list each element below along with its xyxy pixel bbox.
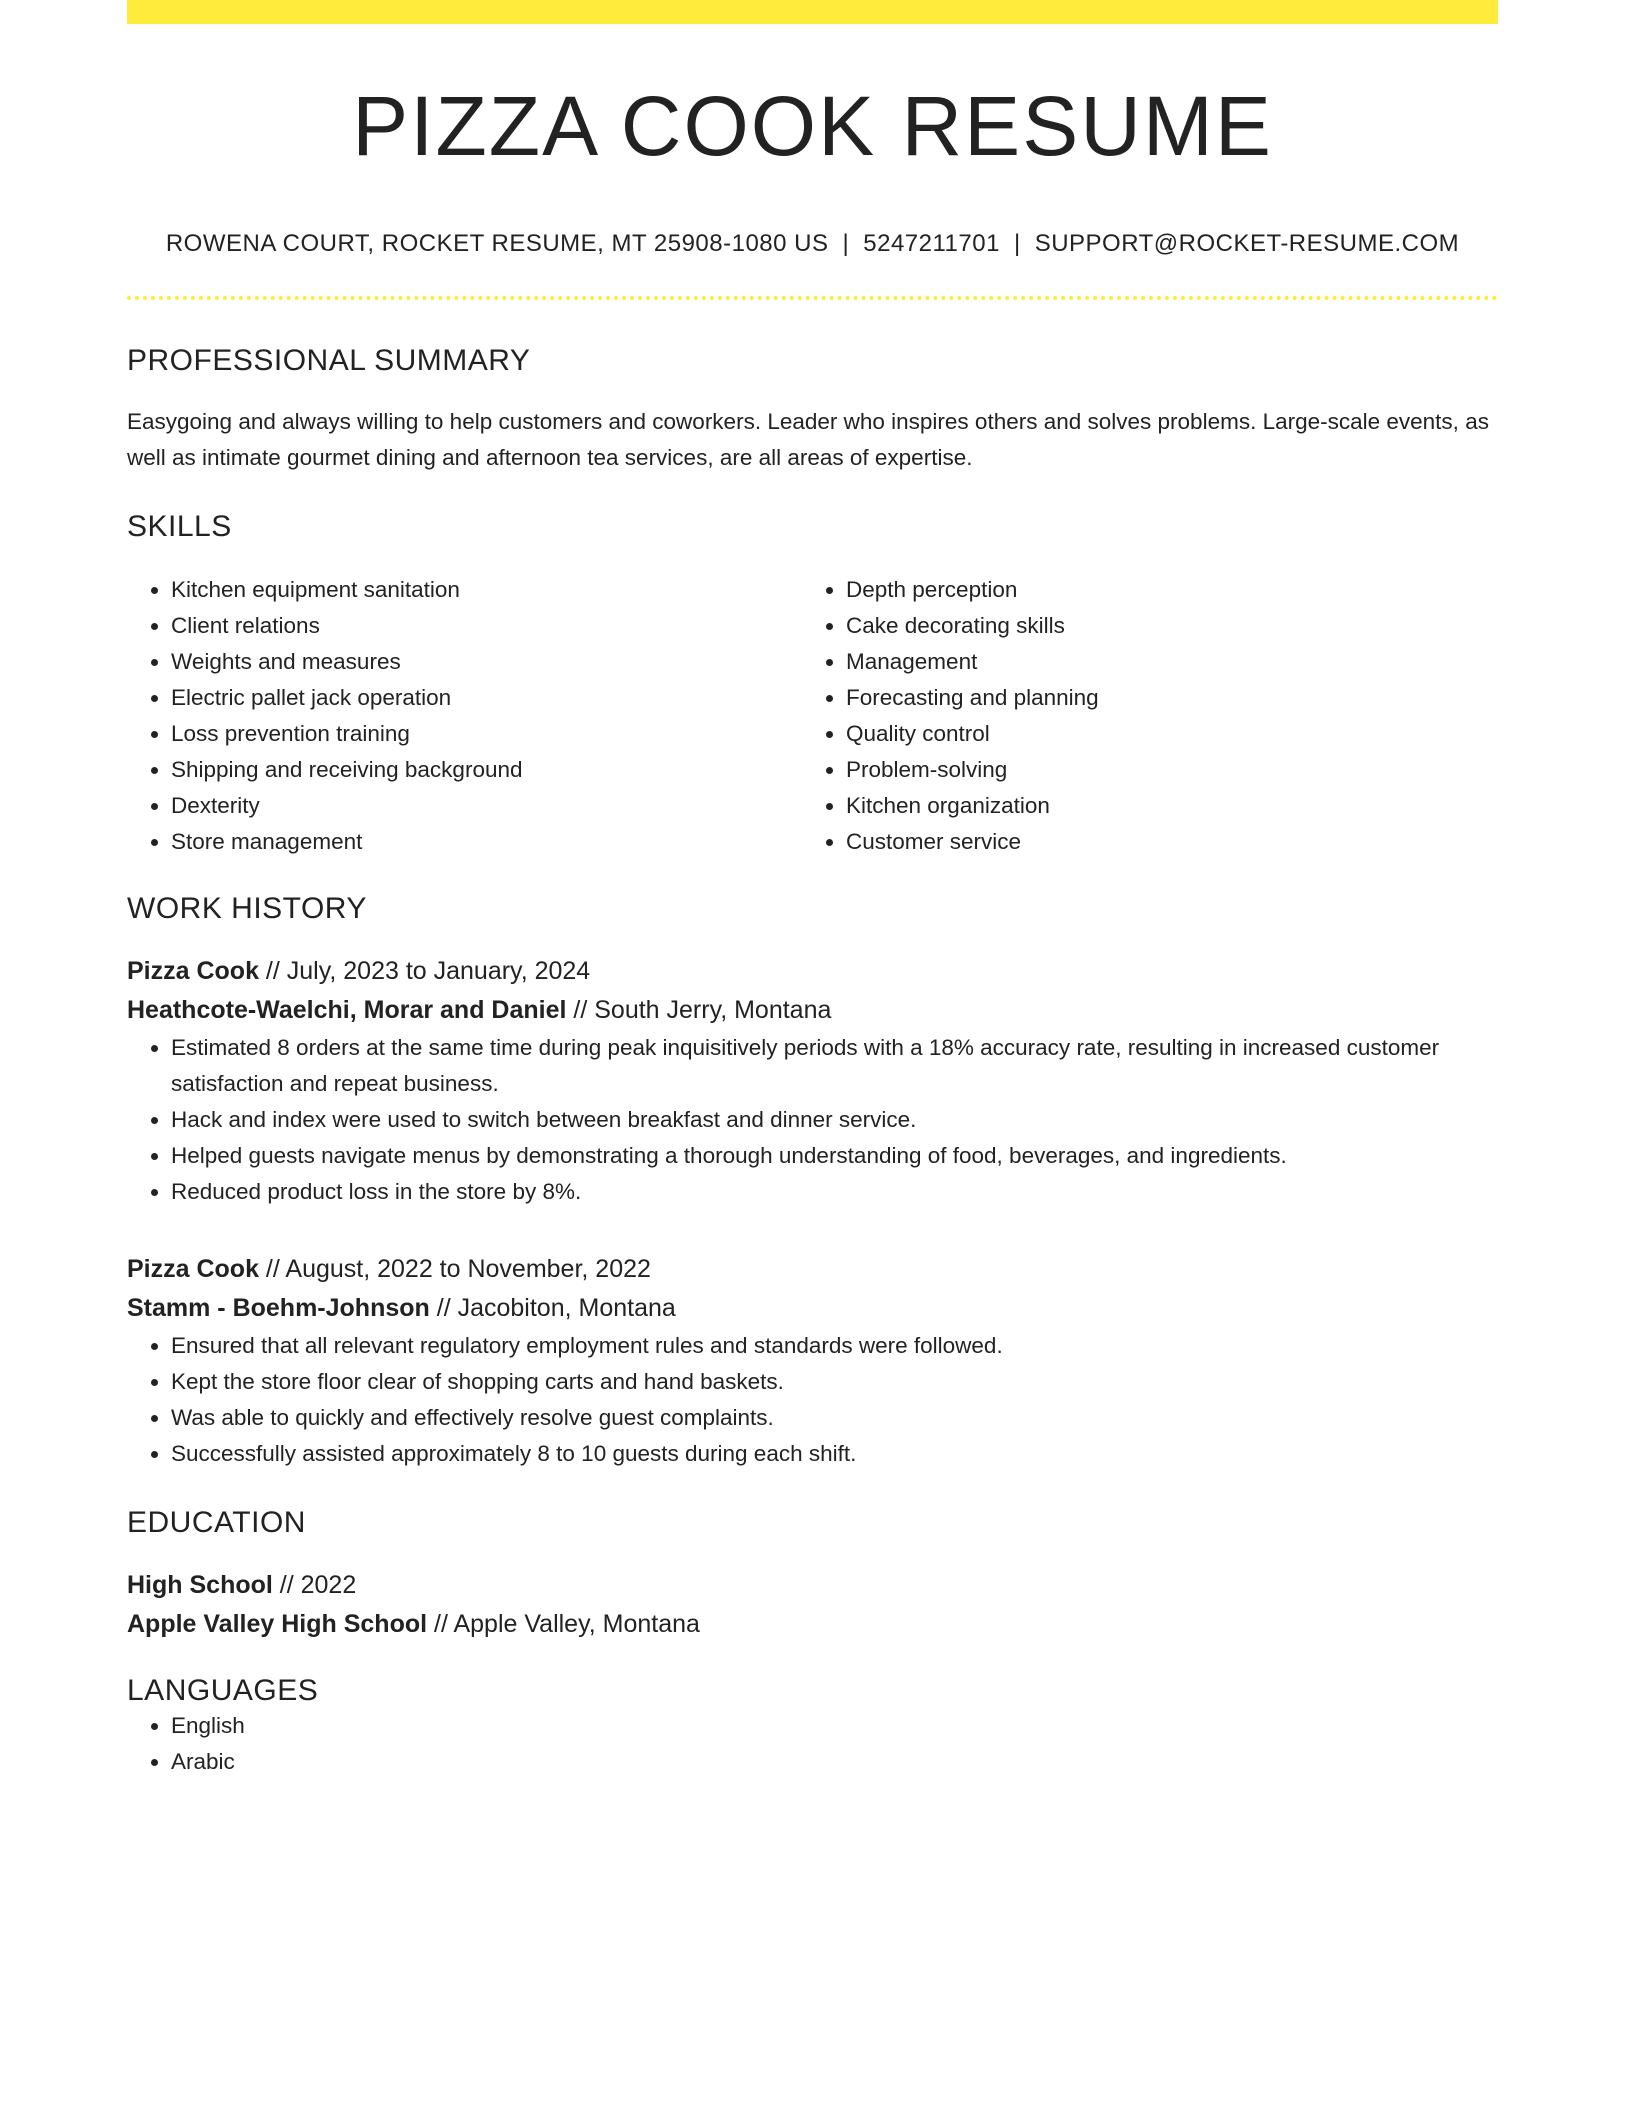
contact-line	[127, 230, 1498, 258]
job-entry	[127, 952, 1498, 1210]
skill-item: • Depth perception	[846, 572, 1477, 608]
skill-item: • Kitchen organization	[846, 788, 1477, 824]
job-duty: • Ensured that all relevant regulatory employment rules and standards were followed.	[171, 1328, 1498, 1364]
job-duty: • Was able to quickly and effectively resolve guest complaints.	[171, 1400, 1498, 1436]
skill-item: • Problem-solving	[846, 752, 1477, 788]
skill-item: • Cake decorating skills	[846, 608, 1477, 644]
job-duties	[127, 1328, 1498, 1472]
job-title: Pizza Cook	[127, 957, 259, 986]
skill-item: • Kitchen equipment sanitation	[171, 572, 802, 608]
job-title-line	[127, 952, 1498, 991]
skill-item: • Loss prevention training	[171, 716, 802, 752]
skill-item: • Client relations	[171, 608, 802, 644]
skill-item: • Weights and measures	[171, 644, 802, 680]
contact-separator: |	[842, 230, 850, 258]
contact-separator: |	[1013, 230, 1021, 258]
work-history-heading: WORK HISTORY	[127, 892, 367, 926]
job-dates: // July, 2023 to January, 2024	[258, 957, 591, 986]
skill-item: • Quality control	[846, 716, 1477, 752]
job-location: // South Jerry, Montana	[566, 996, 832, 1025]
education-degree: High School	[127, 1571, 273, 1600]
skills-list-left	[127, 572, 802, 860]
skill-item: • Dexterity	[171, 788, 802, 824]
summary-heading: PROFESSIONAL SUMMARY	[127, 344, 531, 378]
job-location: // Jacobiton, Montana	[429, 1294, 676, 1323]
job-duty: • Kept the store floor clear of shopping carts and hand baskets.	[171, 1364, 1498, 1400]
skill-item: • Forecasting and planning	[846, 680, 1477, 716]
skills-list-right	[802, 572, 1477, 860]
dotted-divider	[127, 296, 1498, 300]
education-entry	[127, 1566, 1498, 1644]
job-company: Heathcote-Waelchi, Morar and Daniel	[127, 996, 567, 1025]
education-year: // 2022	[272, 1571, 357, 1600]
job-title: Pizza Cook	[127, 1255, 259, 1284]
resume-page	[127, 0, 1498, 1780]
job-title-line	[127, 1250, 1498, 1289]
education-school: Apple Valley High School	[127, 1610, 428, 1639]
skills-heading: SKILLS	[127, 510, 232, 544]
contact-phone: 5247211701	[863, 230, 1000, 258]
education-degree-line	[127, 1566, 1498, 1605]
skill-item: • Store management	[171, 824, 802, 860]
languages-list	[127, 1708, 1498, 1780]
skill-item: • Electric pallet jack operation	[171, 680, 802, 716]
skill-item: • Customer service	[846, 824, 1477, 860]
job-duty: • Successfully assisted approximately 8 to 10 guests during each shift.	[171, 1436, 1498, 1472]
job-company: Stamm - Boehm-Johnson	[127, 1294, 430, 1323]
skill-item: • Shipping and receiving background	[171, 752, 802, 788]
job-duty: • Helped guests navigate menus by demonstrating a thorough understanding of food, beverages, and ingredients.	[171, 1138, 1498, 1174]
job-duties	[127, 1030, 1498, 1210]
job-company-line	[127, 1289, 1498, 1328]
job-entry	[127, 1250, 1498, 1472]
language-item: • Arabic	[171, 1744, 1498, 1780]
languages-heading: LANGUAGES	[127, 1674, 319, 1708]
accent-top-bar	[127, 0, 1498, 24]
resume-title: PIZZA COOK RESUME	[352, 79, 1273, 173]
job-company-line	[127, 991, 1498, 1030]
contact-address: ROWENA COURT, ROCKET RESUME, MT 25908-1080 US	[165, 230, 829, 258]
contact-email: SUPPORT@ROCKET-RESUME.COM	[1034, 230, 1460, 258]
language-item: • English	[171, 1708, 1498, 1744]
job-dates: // August, 2022 to November, 2022	[258, 1255, 651, 1284]
job-duty: • Hack and index were used to switch between breakfast and dinner service.	[171, 1102, 1498, 1138]
education-location: // Apple Valley, Montana	[427, 1610, 700, 1639]
education-heading: EDUCATION	[127, 1506, 306, 1540]
education-school-line	[127, 1605, 1498, 1644]
summary-text: Easygoing and always willing to help customers and coworkers. Leader who inspires others and solves problems. Large-scale events, as well as intimate gourmet dining and afternoon tea services, are all areas of expertise.	[127, 409, 1489, 471]
skill-item: • Management	[846, 644, 1477, 680]
job-duty: • Estimated 8 orders at the same time during peak inquisitively periods with a 18% accuracy rate, resulting in increased customer satisfaction and repeat business.	[171, 1030, 1498, 1102]
job-duty: • Reduced product loss in the store by 8%.	[171, 1174, 1498, 1210]
skills-grid	[127, 572, 1498, 860]
